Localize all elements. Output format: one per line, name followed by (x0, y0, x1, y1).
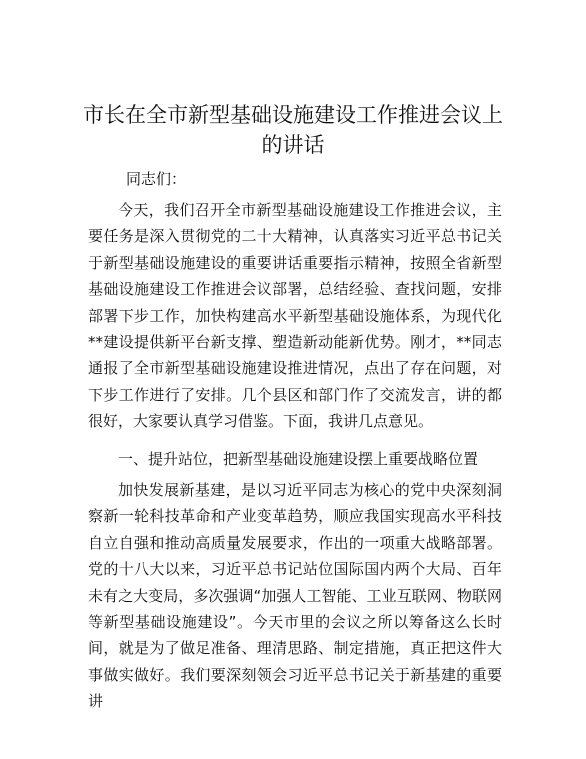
salutation: 同志们： (126, 170, 187, 188)
paragraph-1: 今天，我们召开全市新型基础设施建设工作推进会议，主要任务是深入贯彻党的二十大精神，认真落实习近平总书记关于新型基础设施建设的重要讲话重要指示精神，按照全省新型基础设施建设工作推进会议部署，总结经验、查找问题，安排部署下步工作，加快构建高水平新型基础设施体系，为现代化**建设提供新平台新支撑、塑造新动能新优势。刚才，**同志通报了全市新型基础设施建设推进情况，点出了存在问题，对下步工作进行了安排。几个县区和部门作了交流发言，讲的都很好，大家要认真学习借鉴。下面，我讲几点意见。 (88, 201, 502, 431)
section-heading-1: 一、提升站位，把新型基础设施建设摆上重要战略位置 (118, 450, 479, 468)
paragraph-2: 加快发展新基建，是以习近平同志为核心的党中央深刻洞察新一轮科技革命和产业变革趋势，顺应我国实现高水平科技自立自强和推动高质量发展要求，作出的一项重大战略部署。党的十八大以来，习近平总书记站位国际国内两个大局、百年未有之大变局，多次强调“加强人工智能、工业互联网、物联网等新型基础设施建设”。今天市里的会议之所以筹备这么长时间，就是为了做足准备、理清思路、制定措施，真正把这件大事做实做好。我们要深刻领会习近平总书记关于新基建的重要讲 (88, 481, 502, 711)
title-line-2: 的讲话 (261, 133, 325, 157)
title-line-1: 市长在全市新型基础设施建设工作推进会议上 (83, 103, 503, 127)
document-title (80, 100, 506, 160)
